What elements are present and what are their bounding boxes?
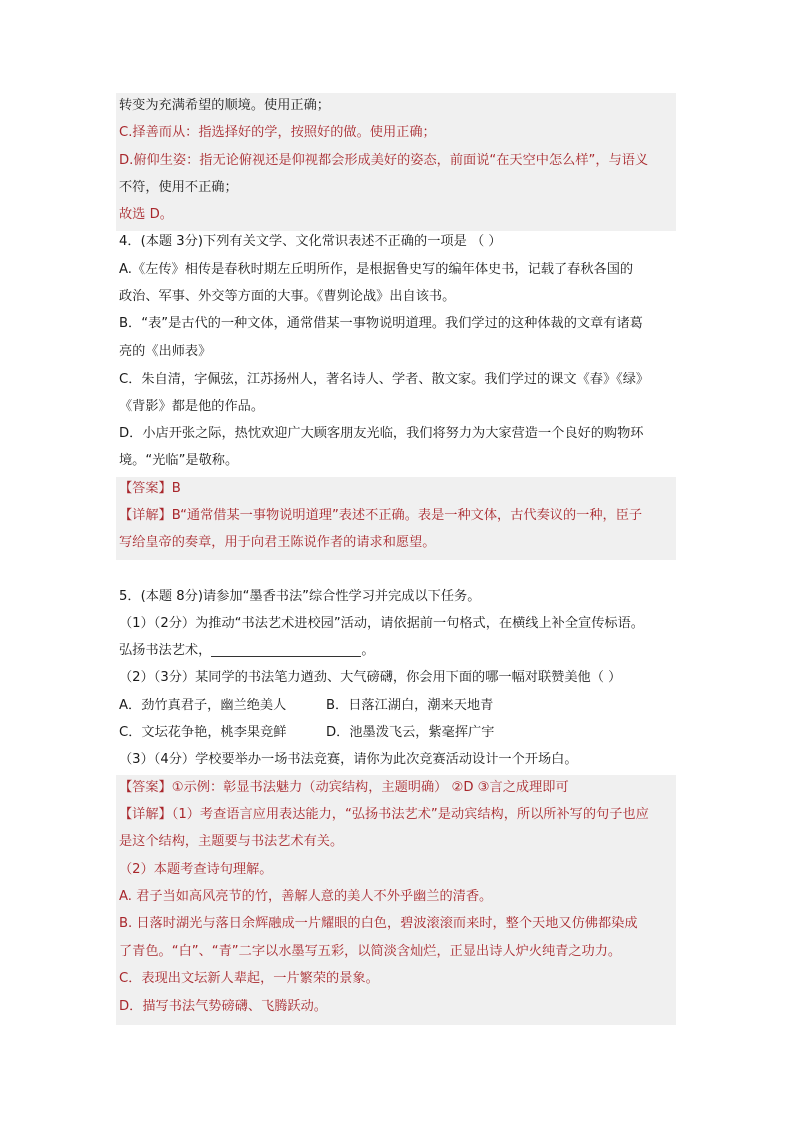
q5-detail-line1: 【详解】（1）考查语言应用表达能力，“弘扬书法艺术”是动宾结构，所以所补写的句子也应 [119, 807, 649, 822]
q5-detail-line2: 是这个结构，主题要与书法艺术有关。 [119, 834, 344, 849]
slogan-blank[interactable] [211, 640, 361, 657]
q4-stem: 4．(本题 3分)下列有关文学、文化常识表述不正确的一项是 （ ） [119, 234, 502, 249]
q4-option-b-line1: B．“表”是古代的一种文体，通常借某一事物说明道理。我们学过的这种体裁的文章有诸葛 [119, 316, 643, 331]
q4-option-a-line2: 政治、军事、外交等方面的大事。《曹刿论战》出自该书。 [119, 289, 456, 304]
q5-options-cd [119, 719, 675, 746]
q3-explanation-c: C.择善而从：指选择好的学，按照好的做。使用正确； [119, 125, 436, 140]
q5-explain-a: A. 君子当如高风亮节的竹，善解人意的美人不外乎幽兰的清香。 [119, 889, 493, 904]
q4-answer: 【答案】B [119, 481, 181, 496]
q5-slogan-line [119, 637, 675, 664]
q5-options-ab [119, 692, 675, 719]
q5-slogan-suffix: 。 [361, 643, 375, 658]
q5-explain-b-line1: B. 日落时湖光与落日余辉融成一片耀眼的白色，碧波滚滚而来时，整个天地又仿佛都染成 [119, 916, 638, 931]
q5-explain-b-line2: 了青色。“白”、“青”二字以水墨写五彩，以简淡含灿烂，正显出诗人炉火纯青之功力。 [119, 944, 622, 959]
q4-option-c-line1: C．朱自清，字佩弦，江苏扬州人，著名诗人、学者、散文家。我们学过的课文《春》《绿》 [119, 372, 650, 387]
q5-answer: 【答案】①示例：彰显书法魅力（动宾结构，主题明确） ②D ③言之成理即可 [119, 780, 569, 795]
q3-explanation-d-line2: 不符，使用不正确； [119, 180, 238, 195]
q3-explanation-line: 转变为充满希望的顺境。使用正确； [119, 98, 330, 113]
q5-explain-c: C．表现出文坛新人辈起，一片繁荣的景象。 [119, 971, 379, 986]
q5-stem: 5．(本题 8分)请参加“墨香书法”综合性学习并完成以下任务。 [119, 589, 481, 604]
q5-explain-d: D．描写书法气势磅礴、飞腾跃动。 [119, 999, 327, 1014]
q5-slogan-prefix: 弘扬书法艺术， [119, 643, 212, 658]
q5-option-a: A．劲竹真君子，幽兰绝美人 [119, 698, 287, 713]
q3-explanation-d-line1: D.俯仰生姿：指无论俯视还是仰视都会形成美好的姿态，前面说“在天空中怎么样”，与语义 [119, 153, 649, 168]
q5-option-b: B．日落江湖白，潮来天地青 [326, 698, 494, 713]
q4-detail-line2: 写给皇帝的奏章，用于向君王陈说作者的请求和愿望。 [119, 535, 436, 550]
q5-task2: （2）（3分）某同学的书法笔力遒劲、大气磅礴，你会用下面的哪一幅对联赞美他（ ） [119, 670, 622, 685]
q4-option-d-line1: D．小店开张之际，热忱欢迎广大顾客朋友光临，我们将努力为大家营造一个良好的购物环 [119, 426, 644, 441]
q4-option-c-line2: 《背影》都是他的作品。 [119, 399, 265, 414]
q3-conclusion: 故选 D。 [119, 207, 173, 222]
q5-task1: （1）（2分）为推动“书法艺术进校园”活动，请依据前一句格式，在横线上补全宣传标语。 [119, 616, 644, 631]
q5-option-d: D．池墨泼飞云，紫毫挥广宇 [326, 725, 495, 740]
q5-option-c: C．文坛花争艳，桃李果竞鲜 [119, 725, 287, 740]
q4-option-a-line1: A.《左传》相传是春秋时期左丘明所作，是根据鲁史写的编年体史书，记载了春秋各国的 [119, 262, 634, 277]
q4-detail-line1: 【详解】B“通常借某一事物说明道理”表述不正确。表是一种文体，古代奏议的一种，臣子 [119, 508, 643, 523]
q4-option-d-line2: 境。“光临”是敬称。 [119, 453, 239, 468]
q4-option-b-line2: 亮的《出师表》 [119, 344, 212, 359]
q5-task3: （3）（4分）学校要举办一场书法竞赛，请你为此次竞赛活动设计一个开场白。 [119, 752, 578, 767]
q5-detail-line3: （2）本题考查诗句理解。 [119, 862, 273, 877]
